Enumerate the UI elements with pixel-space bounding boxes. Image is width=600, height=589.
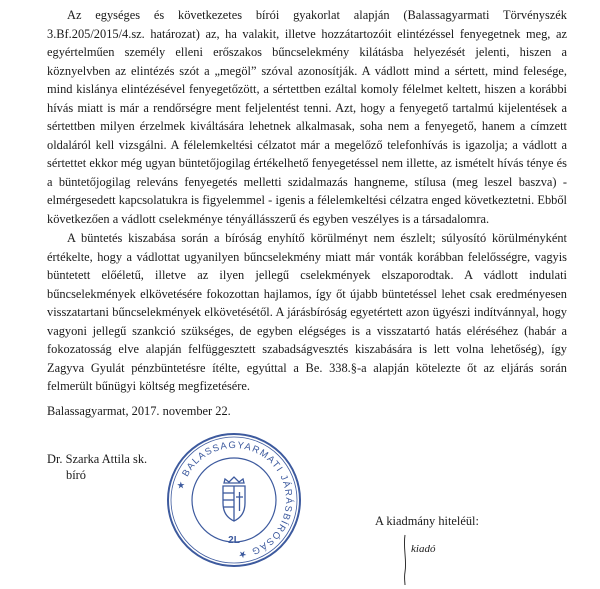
- paragraph-reasoning: Az egységes és következetes bírói gyakorlat alapján (Balassagyarmati Törvényszék 3.Bf.205/2015/4.sz. határozat) az, ha valakit, illetve hozzátartozóit elintézéssel fenyegetnek meg, az egyértelműen személy elleni erőszakos bűncselekmény kilátásba helyezését jelenti, hiszen a köznyelvben az elintézés szót a „megöl” szóval azonosítják. A vádlott mind a sértett, mind felesége, mind kislánya elintézésével fenyegetőzött, a sértettben ezáltal komoly félelmet keltett, hiszen a korábbi hívás miatt is már a rendőrségre ment feljelentést tenni. Azt, hogy a fenyegető tartalmú kijelentések a sértettben milyen érzelmek kiváltására lehetnek alkalmasak, soha nem a fenyegető, hanem a címzett oldaláról kell vizsgálni. A félelemkeltési célzatot már a megelőző telefonhívás is igazolja; a vádlott a sértettet ekkor még ugyan büntetőjogilag értékelhető fenyegetéssel nem illette, az ismételt hívás ténye és a büntetőjogilag releváns fenyegetés melletti szidalmazás hangneme, stílusa (meg leszel baszva) - elmérgesedett kapcsolatukra is figyelemmel - igenis a félelemkeltési célzatra enged következtetni. Ebből következően a vádlott cselekménye tényállásszerű és egyben veszélyes is a társadalomra.: [47, 8, 567, 226]
- date-line: Balassagyarmat, 2017. november 22.: [47, 404, 231, 418]
- court-seal-stamp: [165, 431, 303, 569]
- paragraph-sentencing: A büntetés kiszabása során a bíróság enyhítő körülményt nem észlelt; súlyosító körülményként értékelte, hogy a vádlottat ugyanilyen bűncselekmény miatt már vonták korábban felelősségre, vagyis büntetett előéletű, illetve az ilyen jellegű cselekmények elszaporodtak. A vádlott indulati bűncselekmények elkövetésére fokozottan hajlamos, így őt újabb büntetéssel lehet csak eredményesen visszatartani bűncselekmények elkövetésétől. A járásbíróság egyetértett azon ügyészi indítvánnyal, hogy vagyoni jellegű szankció szükséges, de egyben elégséges is a visszatartó hatás eléréséhez (habár a fokozatosság elve alapján felfüggesztett szabadságvesztés kiszabására is lett volna lehetőség), így Zagyva Gyulát pénzbüntetésre ítélte, egyúttal a Be. 338.§-a alapján kötelezte őt az eljárás során felmerült bűnügyi költség megfizetésére.: [47, 231, 567, 393]
- signature-stroke: [402, 534, 408, 586]
- judge-title: bíró: [66, 468, 86, 482]
- seal-text: ★ BALASSAGYARMATI JÁRÁSBÍRÓSÁG ★: [175, 439, 295, 561]
- issuer-signature-label: kiadó: [411, 543, 436, 555]
- certification-label: A kiadmány hiteléül:: [375, 514, 479, 528]
- seal-number: 2L: [228, 535, 240, 546]
- coat-of-arms-icon: [223, 477, 245, 521]
- judge-name: Dr. Szarka Attila sk.: [47, 452, 148, 466]
